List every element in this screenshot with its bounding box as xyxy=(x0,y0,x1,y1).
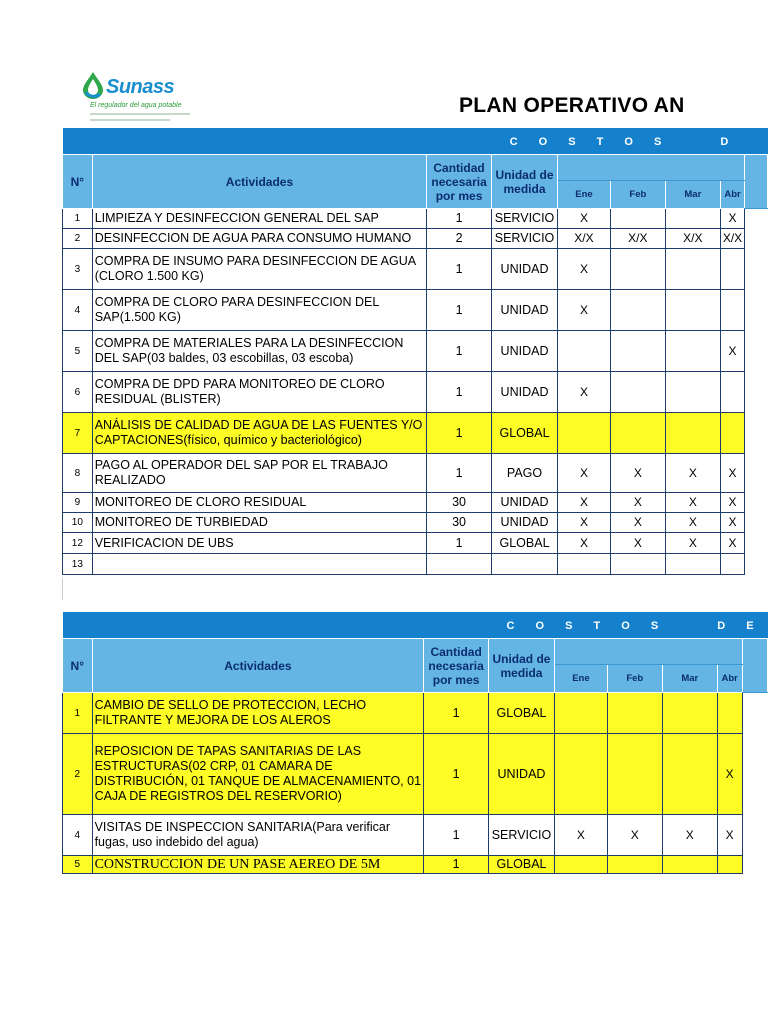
row-month-mark: X xyxy=(558,454,611,493)
row-number: 12 xyxy=(63,533,93,554)
row-edge xyxy=(745,249,768,290)
row-activity: LIMPIEZA Y DESINFECCION GENERAL DEL SAP xyxy=(92,209,426,229)
table-row xyxy=(63,229,768,249)
row-month-mark xyxy=(720,249,744,290)
row-month-mark: X xyxy=(717,734,742,815)
row-month-mark xyxy=(720,554,744,575)
row-quantity: 1 xyxy=(424,693,489,734)
row-edge xyxy=(742,693,767,734)
row-unit: UNIDAD xyxy=(491,331,557,372)
row-edge xyxy=(745,413,768,454)
band-title-suffix: D E xyxy=(717,620,763,632)
table-band xyxy=(63,612,768,639)
header-month: Ene xyxy=(555,665,608,693)
row-number: 2 xyxy=(63,734,93,815)
band-title: C O S T O S xyxy=(509,136,671,148)
row-month-mark: X xyxy=(558,513,611,533)
row-month-mark xyxy=(662,734,717,815)
row-unit: GLOBAL xyxy=(491,533,557,554)
row-edge xyxy=(742,815,767,856)
row-month-mark xyxy=(610,290,665,331)
row-unit xyxy=(491,554,557,575)
row-month-mark: X xyxy=(558,249,611,290)
header-number: N° xyxy=(63,155,93,209)
header-month: Feb xyxy=(610,181,665,209)
row-number: 1 xyxy=(63,693,93,734)
row-number: 7 xyxy=(63,413,93,454)
row-month-mark xyxy=(665,413,720,454)
row-month-mark: X xyxy=(610,513,665,533)
row-edge xyxy=(745,290,768,331)
row-unit: SERVICIO xyxy=(491,209,557,229)
table-row xyxy=(63,290,768,331)
row-month-mark xyxy=(665,372,720,413)
row-month-mark: X xyxy=(558,493,611,513)
header-month: Feb xyxy=(607,665,662,693)
row-month-mark: X/X xyxy=(558,229,611,249)
row-activity: VERIFICACION DE UBS xyxy=(92,533,426,554)
row-month-mark xyxy=(610,554,665,575)
row-activity xyxy=(92,554,426,575)
row-month-mark xyxy=(607,856,662,874)
row-month-mark: X xyxy=(720,513,744,533)
row-month-mark xyxy=(558,554,611,575)
header-month: Abr xyxy=(720,181,744,209)
header-month-band xyxy=(555,639,743,665)
row-activity: CONSTRUCCION DE UN PASE AEREO DE 5M xyxy=(92,856,424,874)
row-month-mark xyxy=(610,209,665,229)
table-band xyxy=(63,128,768,155)
row-month-mark xyxy=(610,372,665,413)
table-row xyxy=(63,533,768,554)
row-month-mark xyxy=(662,856,717,874)
row-number: 3 xyxy=(63,249,93,290)
row-month-mark xyxy=(665,249,720,290)
row-edge xyxy=(742,734,767,815)
water-drop-icon xyxy=(80,70,106,100)
logo-name: Sunass xyxy=(106,76,175,98)
table-row xyxy=(63,815,768,856)
row-month-mark: X xyxy=(720,209,744,229)
sheet-gridline xyxy=(62,578,63,600)
row-month-mark: X/X xyxy=(665,229,720,249)
row-month-mark: X xyxy=(558,372,611,413)
row-month-mark xyxy=(610,331,665,372)
row-number: 10 xyxy=(63,513,93,533)
row-month-mark xyxy=(665,331,720,372)
header-activities: Actividades xyxy=(92,639,424,693)
row-quantity: 30 xyxy=(427,493,492,513)
table-row xyxy=(63,372,768,413)
row-month-mark xyxy=(665,290,720,331)
row-activity: COMPRA DE MATERIALES PARA LA DESINFECCION DEL SAP(03 baldes, 03 escobillas, 03 escoba) xyxy=(92,331,426,372)
row-edge xyxy=(745,372,768,413)
row-unit: UNIDAD xyxy=(488,734,554,815)
row-number: 5 xyxy=(63,856,93,874)
row-edge xyxy=(745,533,768,554)
row-unit: UNIDAD xyxy=(491,513,557,533)
header-unit: Unidad de medida xyxy=(488,639,554,693)
row-month-mark xyxy=(558,413,611,454)
logo-decoration xyxy=(90,119,170,121)
row-month-mark xyxy=(717,693,742,734)
row-unit: UNIDAD xyxy=(491,249,557,290)
row-month-mark xyxy=(665,554,720,575)
row-month-mark xyxy=(555,856,608,874)
header-spacer xyxy=(745,155,768,209)
row-month-mark xyxy=(662,693,717,734)
header-unit: Unidad de medida xyxy=(491,155,557,209)
row-month-mark: X xyxy=(717,815,742,856)
row-month-mark xyxy=(558,331,611,372)
row-month-mark: X xyxy=(720,533,744,554)
table-row xyxy=(63,693,768,734)
row-month-mark xyxy=(607,693,662,734)
row-month-mark: X xyxy=(558,209,611,229)
band-title-suffix: D xyxy=(720,136,738,148)
row-month-mark xyxy=(717,856,742,874)
table-header-row xyxy=(63,639,768,665)
row-quantity: 1 xyxy=(427,290,492,331)
row-number: 6 xyxy=(63,372,93,413)
row-unit: GLOBAL xyxy=(491,413,557,454)
row-edge xyxy=(745,454,768,493)
row-month-mark: X xyxy=(558,533,611,554)
row-edge xyxy=(745,229,768,249)
costs-table-1 xyxy=(62,128,768,575)
row-month-mark: X xyxy=(610,454,665,493)
logo-decoration xyxy=(90,113,190,115)
row-number: 2 xyxy=(63,229,93,249)
header-number: N° xyxy=(63,639,93,693)
header-quantity: Cantidad necesaria por mes xyxy=(424,639,489,693)
row-month-mark: X/X xyxy=(720,229,744,249)
row-activity: MONITOREO DE TURBIEDAD xyxy=(92,513,426,533)
row-month-mark xyxy=(665,209,720,229)
row-month-mark xyxy=(607,734,662,815)
table-row xyxy=(63,331,768,372)
header-month: Mar xyxy=(662,665,717,693)
row-number: 4 xyxy=(63,815,93,856)
row-number: 8 xyxy=(63,454,93,493)
row-month-mark: X xyxy=(720,493,744,513)
logo-tagline: El regulador del agua potable xyxy=(90,102,182,109)
table-row xyxy=(63,249,768,290)
document-title: PLAN OPERATIVO AN xyxy=(459,94,685,117)
row-edge xyxy=(745,513,768,533)
row-edge xyxy=(745,331,768,372)
row-edge xyxy=(742,856,767,874)
row-activity: MONITOREO DE CLORO RESIDUAL xyxy=(92,493,426,513)
header-activities: Actividades xyxy=(92,155,426,209)
band-title: C O S T O S xyxy=(506,620,668,632)
row-number: 9 xyxy=(63,493,93,513)
row-unit: UNIDAD xyxy=(491,290,557,331)
table-row xyxy=(63,209,768,229)
table-row xyxy=(63,493,768,513)
row-edge xyxy=(745,209,768,229)
row-activity: CAMBIO DE SELLO DE PROTECCION, LECHO FILTRANTE Y MEJORA DE LOS ALEROS xyxy=(92,693,424,734)
header-month: Ene xyxy=(558,181,611,209)
row-quantity: 1 xyxy=(427,209,492,229)
row-unit: SERVICIO xyxy=(488,815,554,856)
row-number: 13 xyxy=(63,554,93,575)
table-row xyxy=(63,734,768,815)
row-activity: COMPRA DE DPD PARA MONITOREO DE CLORO RESIDUAL (BLISTER) xyxy=(92,372,426,413)
row-unit: GLOBAL xyxy=(488,693,554,734)
costs-table-2 xyxy=(62,612,768,874)
table-row xyxy=(63,856,768,874)
row-month-mark: X xyxy=(665,454,720,493)
header-month-band xyxy=(558,155,745,181)
row-edge xyxy=(745,554,768,575)
row-number: 5 xyxy=(63,331,93,372)
row-month-mark xyxy=(610,413,665,454)
table-header-row xyxy=(63,155,768,181)
row-unit: UNIDAD xyxy=(491,493,557,513)
header-month: Mar xyxy=(665,181,720,209)
row-quantity: 1 xyxy=(427,372,492,413)
row-month-mark: X xyxy=(665,493,720,513)
row-month-mark: X xyxy=(555,815,608,856)
row-quantity: 2 xyxy=(427,229,492,249)
row-quantity: 1 xyxy=(424,734,489,815)
row-quantity xyxy=(427,554,492,575)
row-month-mark: X xyxy=(610,533,665,554)
row-month-mark: X xyxy=(607,815,662,856)
row-number: 1 xyxy=(63,209,93,229)
row-month-mark: X xyxy=(720,331,744,372)
row-month-mark xyxy=(555,734,608,815)
header-month: Abr xyxy=(717,665,742,693)
row-quantity: 30 xyxy=(427,513,492,533)
sunass-logo xyxy=(78,68,208,124)
row-month-mark: X xyxy=(610,493,665,513)
row-activity: DESINFECCION DE AGUA PARA CONSUMO HUMANO xyxy=(92,229,426,249)
row-month-mark xyxy=(720,290,744,331)
table-row xyxy=(63,413,768,454)
row-quantity: 1 xyxy=(427,331,492,372)
table-row xyxy=(63,513,768,533)
row-activity: PAGO AL OPERADOR DEL SAP POR EL TRABAJO REALIZADO xyxy=(92,454,426,493)
row-quantity: 1 xyxy=(427,454,492,493)
row-unit: SERVICIO xyxy=(491,229,557,249)
row-edge xyxy=(745,493,768,513)
header-quantity: Cantidad necesaria por mes xyxy=(427,155,492,209)
table-row xyxy=(63,554,768,575)
row-activity: COMPRA DE CLORO PARA DESINFECCION DEL SAP(1.500 KG) xyxy=(92,290,426,331)
row-month-mark xyxy=(610,249,665,290)
table-row xyxy=(63,454,768,493)
row-quantity: 1 xyxy=(424,815,489,856)
row-month-mark: X xyxy=(720,454,744,493)
row-unit: UNIDAD xyxy=(491,372,557,413)
row-month-mark xyxy=(720,372,744,413)
row-quantity: 1 xyxy=(427,533,492,554)
row-activity: ANÁLISIS DE CALIDAD DE AGUA DE LAS FUENTES Y/O CAPTACIONES(físico, químico y bacteriológico) xyxy=(92,413,426,454)
row-month-mark xyxy=(720,413,744,454)
row-activity: REPOSICION DE TAPAS SANITARIAS DE LAS ESTRUCTURAS(02 CRP, 01 CAMARA DE DISTRIBUCIÓN, 01 TANQUE DE ALMACENAMIENTO, 01 CAJA DE REGISTROS DEL RESERVORIO) xyxy=(92,734,424,815)
row-month-mark: X/X xyxy=(610,229,665,249)
row-unit: GLOBAL xyxy=(488,856,554,874)
row-month-mark: X xyxy=(662,815,717,856)
row-month-mark: X xyxy=(665,513,720,533)
row-number: 4 xyxy=(63,290,93,331)
row-quantity: 1 xyxy=(424,856,489,874)
row-activity: COMPRA DE INSUMO PARA DESINFECCION DE AGUA (CLORO 1.500 KG) xyxy=(92,249,426,290)
header-spacer xyxy=(742,639,767,693)
row-quantity: 1 xyxy=(427,249,492,290)
row-month-mark: X xyxy=(665,533,720,554)
row-month-mark xyxy=(555,693,608,734)
row-quantity: 1 xyxy=(427,413,492,454)
row-month-mark: X xyxy=(558,290,611,331)
row-unit: PAGO xyxy=(491,454,557,493)
row-activity: VISITAS DE INSPECCION SANITARIA(Para verificar fugas, uso indebido del agua) xyxy=(92,815,424,856)
